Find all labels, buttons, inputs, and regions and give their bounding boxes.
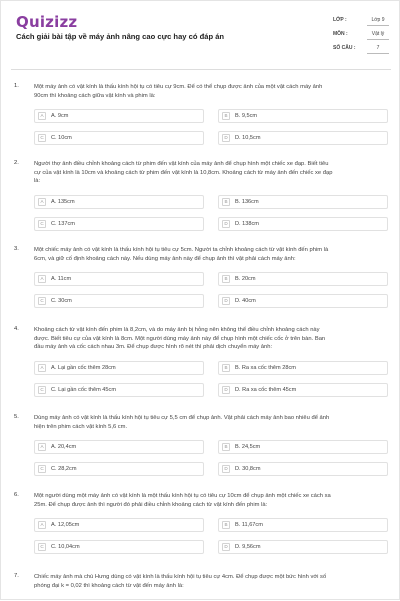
quizizz-logo: Quizizz [16, 13, 78, 31]
option-text: D. Ra xa cốc thêm 45cm [235, 386, 297, 393]
question-number: 5. [14, 414, 19, 420]
answer-option-d[interactable] [218, 383, 388, 397]
question-text-line: Một người dùng một máy ảnh có vật kính là một thấu kính hội tụ có tiêu cự 10cm để chụp ảnh một chiếc xe cách xa [34, 493, 331, 499]
answer-option-b[interactable] [218, 440, 388, 454]
question-text [34, 160, 389, 186]
answer-option-a[interactable] [34, 272, 204, 286]
question-text-line: Người thợ ảnh điều chỉnh khoảng cách từ phim đến vật kính của máy ảnh để chụp hình một chiếc xe đạp. Biết tiêu [34, 161, 329, 167]
question-number: 6. [14, 492, 19, 498]
question-text-line: Một máy ảnh có vật kính là thấu kính hội tụ có tiêu cự 9cm. Để có thể chụp được ảnh của một vật cách máy ảnh [34, 84, 323, 90]
option-text: B. 20cm [235, 276, 256, 283]
question-text-line: hiện trên phim cách vật kính 5,6 cm. [34, 423, 128, 430]
question-text-line: Một chiếc máy ảnh có vật kính là thấu kính hội tụ tiêu cự 5cm. Người ta chỉnh khoảng cách từ vật kính đến phim là [34, 247, 329, 253]
answer-option-d[interactable] [218, 131, 388, 145]
option-text: D. 30,8cm [235, 466, 261, 473]
option-letter-box: C [38, 297, 46, 305]
meta-value-grade: Lớp 9 [367, 16, 389, 26]
meta-value-count: 7 [367, 44, 389, 54]
question-text-line: là: [34, 178, 41, 185]
option-letter-box: B [222, 112, 230, 120]
option-text: D. 9,56cm [235, 544, 261, 551]
option-letter-box: D [222, 134, 230, 142]
option-text: D. 40cm [235, 298, 256, 305]
question-text-line: cự của vật kính là 10cm và khoảng cách từ phim đến vật kính là 10,8cm. Khoảng cách từ máy ảnh đến chiếc xe đạp [34, 169, 333, 176]
question-number: 1. [14, 83, 19, 89]
meta-label-subject: MÔN : [333, 31, 348, 37]
question-text-line: Khoảng cách từ vật kính đến phim là 8,2cm, và do máy ảnh bị hỏng nên không thể điều chỉnh khoảng cách này [34, 327, 320, 333]
question-text-line: Dùng máy ảnh có vật kính là thấu kính hội tụ tiêu cự 5,5 cm để chụp ảnh. Vật phải cách máy ảnh bao nhiêu để ảnh [34, 415, 330, 421]
question-text [34, 414, 389, 431]
answer-option-b[interactable] [218, 361, 388, 375]
answer-option-c[interactable] [34, 131, 204, 145]
answer-option-b[interactable] [218, 195, 388, 209]
option-text: D. 138cm [235, 220, 259, 227]
question-text [34, 573, 389, 590]
answer-option-a[interactable] [34, 518, 204, 532]
option-letter-box: D [222, 543, 230, 551]
answer-option-b[interactable] [218, 518, 388, 532]
answer-option-c[interactable] [34, 294, 204, 308]
option-text: C. Lại gần cốc thêm 45cm [51, 386, 116, 393]
meta-label-count: SỐ CÂU : [333, 45, 356, 51]
question-number: 2. [14, 160, 19, 166]
option-text: B. 136cm [235, 198, 259, 205]
answer-option-a[interactable] [34, 440, 204, 454]
answer-option-c[interactable] [34, 383, 204, 397]
answer-option-a[interactable] [34, 195, 204, 209]
option-letter-box: D [222, 297, 230, 305]
answer-option-c[interactable] [34, 540, 204, 554]
question-text-line: 90cm thì khoảng cách giữa vật kính và phim là: [34, 92, 156, 99]
question-list [1, 1, 400, 601]
answer-option-a[interactable] [34, 109, 204, 123]
question-number: 4. [14, 326, 19, 332]
answer-option-d[interactable] [218, 540, 388, 554]
option-letter-box: C [38, 134, 46, 142]
answer-option-c[interactable] [34, 462, 204, 476]
option-letter-box: B [222, 275, 230, 283]
option-letter-box: B [222, 443, 230, 451]
option-text: A. Lại gần cốc thêm 28cm [51, 364, 116, 371]
question-text [34, 246, 389, 263]
question-text [34, 492, 389, 509]
question-text-line: 25m. Để chụp được ảnh thì người đó phải điều chỉnh khoảng cách từ vật kính đến phim là: [34, 501, 268, 508]
option-text: C. 10cm [51, 135, 72, 142]
question-text-line: 6cm, và giữ cố định khoảng cách này. Nếu dùng máy ảnh này để chụp ảnh thì vật phải cách máy ảnh: [34, 255, 296, 262]
question-text [34, 83, 389, 100]
question-text-line: đầu máy ảnh và cốc cách nhau 3m. Để chụp được hình rõ nét thì phải dịch chuyển máy ảnh: [34, 344, 273, 351]
option-text: A. 20,4cm [51, 444, 77, 451]
option-letter-box: C [38, 543, 46, 551]
option-text: C. 28,2cm [51, 466, 77, 473]
worksheet-title: Cách giải bài tập về máy ảnh nâng cao cực hay có đáp án [16, 32, 225, 41]
option-letter-box: A [38, 198, 46, 206]
option-text: A. 12,05cm [51, 522, 80, 529]
option-text: A. 9cm [51, 113, 69, 120]
option-text: B. 9,5cm [235, 113, 258, 120]
answer-option-b[interactable] [218, 272, 388, 286]
option-text: A. 135cm [51, 198, 75, 205]
answer-option-b[interactable] [218, 109, 388, 123]
option-letter-box: C [38, 386, 46, 394]
option-letter-box: A [38, 112, 46, 120]
question-text-line: Chiếc máy ảnh mà chú Hưng dùng có vật kính là thấu kính hội tụ tiêu cự 4cm. Để chụp được một bức hình với số [34, 574, 327, 580]
option-text: A. 11cm [51, 276, 72, 283]
meta-value-subject: Vật lý [367, 30, 389, 40]
option-letter-box: A [38, 275, 46, 283]
option-letter-box: A [38, 521, 46, 529]
option-text: B. 11,67cm [235, 522, 263, 529]
option-letter-box: C [38, 220, 46, 228]
option-letter-box: D [222, 465, 230, 473]
option-letter-box: C [38, 465, 46, 473]
option-letter-box: A [38, 364, 46, 372]
answer-option-a[interactable] [34, 361, 204, 375]
question-text-line: được. Biết tiêu cự của vật kính là 8cm. Một người dùng máy ảnh này để chụp hình một chiếc cốc ở trên bàn. Ban [34, 335, 326, 342]
option-text: D. 10,5cm [235, 135, 261, 142]
option-letter-box: B [222, 198, 230, 206]
answer-option-d[interactable] [218, 217, 388, 231]
answer-option-d[interactable] [218, 294, 388, 308]
option-text: C. 30cm [51, 298, 72, 305]
question-number: 3. [14, 246, 19, 252]
question-text-line: phóng đại k = 0,02 thì khoảng cách từ vật đến máy ảnh là: [34, 582, 184, 589]
answer-option-c[interactable] [34, 217, 204, 231]
option-letter-box: B [222, 364, 230, 372]
option-text: B. 24,5cm [235, 444, 261, 451]
option-letter-box: D [222, 386, 230, 394]
question-text [34, 326, 389, 352]
option-text: B. Ra xa cốc thêm 28cm [235, 364, 296, 371]
option-text: C. 137cm [51, 220, 75, 227]
answer-option-d[interactable] [218, 462, 388, 476]
option-text: C. 10,04cm [51, 544, 80, 551]
option-letter-box: D [222, 220, 230, 228]
meta-label-grade: LỚP : [333, 17, 347, 23]
option-letter-box: A [38, 443, 46, 451]
question-number: 7. [14, 573, 19, 579]
option-letter-box: B [222, 521, 230, 529]
